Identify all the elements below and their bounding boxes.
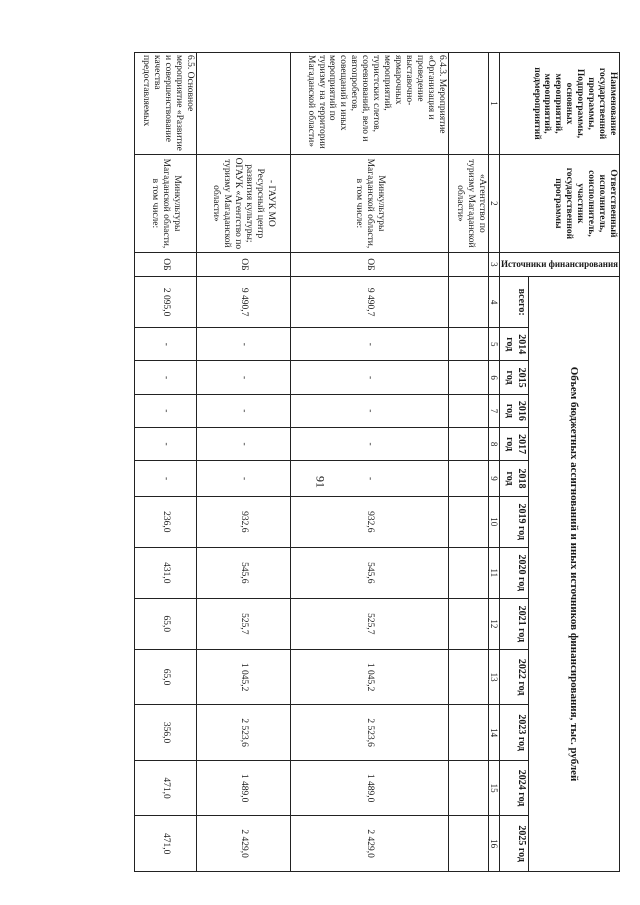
row-value: [448, 649, 488, 704]
row-value: [448, 760, 488, 815]
header-year: 2024 год: [500, 760, 529, 815]
row-name: [448, 53, 488, 155]
table-row: [448, 53, 488, 872]
row-value: -: [290, 394, 448, 427]
row-value: 471,0: [134, 760, 196, 815]
row-value: -: [134, 394, 196, 427]
table-row: [290, 53, 448, 872]
column-index: 5: [488, 328, 499, 361]
row-name: [196, 53, 290, 155]
row-value: 1 045,2: [196, 649, 290, 704]
header-funding-title: Объем бюджетных ассигнований и иных источников финансирования, тыс. рублей: [528, 277, 619, 872]
row-total: 2 095,0: [134, 277, 196, 328]
row-total: [448, 277, 488, 328]
row-value: 471,0: [134, 816, 196, 872]
row-source: [448, 252, 488, 276]
budget-table: [134, 52, 620, 872]
row-executor: «Агентство по туризму Магаданской области»: [448, 155, 488, 253]
header-program-name: Наименование государственной программы, Подпрограммы, основных мероприятий, мероприятий, подмероприятий: [500, 53, 620, 155]
column-index: 8: [488, 428, 499, 461]
column-index: 4: [488, 277, 499, 328]
page-number: 91: [313, 476, 328, 488]
row-total: 9 490,7: [290, 277, 448, 328]
row-value: 65,0: [134, 598, 196, 649]
row-value: 545,6: [290, 547, 448, 598]
header-funding-source-label: Источники финансирования: [501, 259, 618, 270]
row-value: 2 429,0: [290, 816, 448, 872]
row-source: ОБ: [134, 252, 196, 276]
header-year: 2015 год: [500, 361, 529, 394]
table-row: [196, 53, 290, 872]
row-value: -: [134, 461, 196, 497]
row-value: -: [290, 428, 448, 461]
column-index: 14: [488, 705, 499, 760]
header-total: всего:: [500, 277, 529, 328]
column-index: 16: [488, 816, 499, 872]
row-total: 9 490,7: [196, 277, 290, 328]
row-value: 1 045,2: [290, 649, 448, 704]
row-value: 2 523,6: [196, 705, 290, 760]
row-value: 431,0: [134, 547, 196, 598]
header-year: 2018 год: [500, 461, 529, 497]
table-row: [134, 53, 196, 872]
row-value: -: [134, 361, 196, 394]
row-value: [448, 598, 488, 649]
header-year: 2025 год: [500, 816, 529, 872]
column-index: 1: [488, 53, 499, 155]
row-value: [448, 547, 488, 598]
column-index: 3: [488, 252, 499, 276]
row-value: 2 523,6: [290, 705, 448, 760]
row-value: -: [290, 461, 448, 497]
column-index: 12: [488, 598, 499, 649]
column-index: 11: [488, 547, 499, 598]
row-value: 1 489,0: [290, 760, 448, 815]
row-name: 6.5. Основное мероприятие «Развитие и совершенствование качества предоставляемых: [134, 53, 196, 155]
row-value: 1 489,0: [196, 760, 290, 815]
row-value: 932,6: [196, 496, 290, 547]
column-index-row: [488, 53, 499, 872]
header-year: 2023 год: [500, 705, 529, 760]
row-value: 932,6: [290, 496, 448, 547]
row-source: ОБ: [290, 252, 448, 276]
row-value: [448, 496, 488, 547]
row-value: 525,7: [196, 598, 290, 649]
row-value: -: [290, 361, 448, 394]
row-executor: - ГАУК МО Ресурсный центр развития культуры; ОГАУК «Агентство по туризму Магаданской области»: [196, 155, 290, 253]
column-index: 6: [488, 361, 499, 394]
column-index: 9: [488, 461, 499, 497]
column-index: 2: [488, 155, 499, 253]
row-value: [448, 461, 488, 497]
row-value: [448, 816, 488, 872]
header-year: 2021 год: [500, 598, 529, 649]
row-value: -: [196, 428, 290, 461]
header-year: 2017 год: [500, 428, 529, 461]
row-value: 356,0: [134, 705, 196, 760]
header-year: 2022 год: [500, 649, 529, 704]
row-value: -: [134, 328, 196, 361]
row-value: 2 429,0: [196, 816, 290, 872]
row-source: ОБ: [196, 252, 290, 276]
row-value: [448, 705, 488, 760]
row-value: -: [290, 328, 448, 361]
header-year: 2016 год: [500, 394, 529, 427]
row-value: -: [196, 361, 290, 394]
column-index: 15: [488, 760, 499, 815]
header-year: 2014 год: [500, 328, 529, 361]
column-index: 10: [488, 496, 499, 547]
row-value: 65,0: [134, 649, 196, 704]
row-value: 525,7: [290, 598, 448, 649]
row-value: -: [134, 428, 196, 461]
header-year: 2020 год: [500, 547, 529, 598]
row-executor: Минкультуры Магаданской области, в том числе:: [134, 155, 196, 253]
row-value: [448, 394, 488, 427]
row-value: -: [196, 328, 290, 361]
row-value: [448, 361, 488, 394]
header-executor: Ответственный исполнитель, соисполнитель, участник государственной программы: [500, 155, 620, 253]
row-value: [448, 328, 488, 361]
row-value: 545,6: [196, 547, 290, 598]
row-value: -: [196, 394, 290, 427]
row-executor: Минкультуры Магаданской области, в том числе:: [290, 155, 448, 253]
column-index: 7: [488, 394, 499, 427]
row-name: 6.4.3. Мероприятие «Организация и проведение выставочно-ярмарочных мероприятий, туристских слетов, соревнований, вело и автопробегов, совещаний и иных мероприятий по туризму на территории Магаданской области»: [290, 53, 448, 155]
row-value: [448, 428, 488, 461]
budget-table-rotated: [60, 52, 620, 872]
header-funding-source: [500, 252, 620, 276]
row-value: -: [196, 461, 290, 497]
header-year: 2019 год: [500, 496, 529, 547]
row-value: 236,0: [134, 496, 196, 547]
column-index: 13: [488, 649, 499, 704]
